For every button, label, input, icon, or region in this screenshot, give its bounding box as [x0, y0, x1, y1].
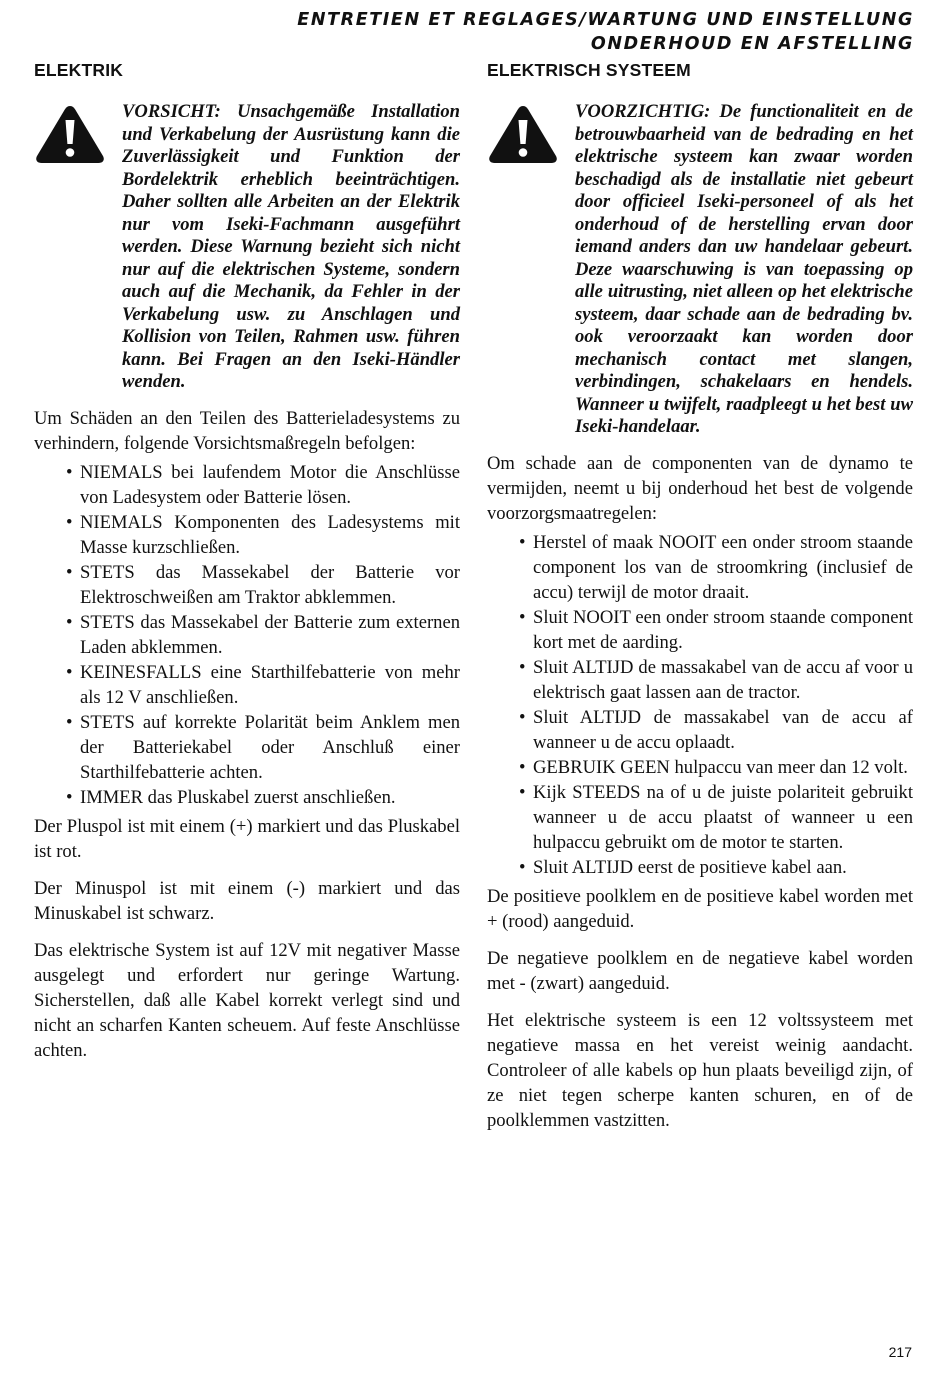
- list-item: • Sluit ALTIJD de massakabel van de accu af wanneer u de accu oplaadt.: [519, 705, 913, 755]
- header-line-1: ENTRETIEN ET REGLAGES/WARTUNG UND EINSTELLUNG: [297, 10, 914, 30]
- list-item: • Kijk STEEDS na of u de juiste polariteit gebruikt wanneer u de accu plaatst of wanneer u een hulpaccu gebruikt om de motor te starten.: [519, 780, 913, 855]
- precaution-list: [34, 460, 460, 810]
- caution-block: [34, 101, 460, 394]
- positive-pole-paragraph: Der Pluspol ist mit einem (+) markiert und das Pluskabel ist rot.: [34, 815, 460, 862]
- list-item: • STETS das Massekabel der Batterie vor Elektroschweißen am Traktor abklemmen.: [66, 560, 460, 610]
- caution-text: VORSICHT: Unsachgemäße Installation und Verkabelung der Ausrüstung kann die Zuverlässigkeit und Funktion der Bordelektrik erheblich beeinträchtigen. Daher sollten alle Arbeiten an der Elektrik nur vom Iseki-Fachmann ausgeführt werden. Diese Warnung bezieht sich nicht nur auf die elektrischen Systeme, sondern auch auf die Mechanik, da Fehler in der Verkabelung usw. zu Anschlagen und Kollision von Teilen, Rahmen usw. führen kann. Bei Fragen an den Iseki-Händler wenden.: [122, 101, 460, 392]
- caution-text: VOORZICHTIG: De functionaliteit en de betrouwbaarheid van de bedrading en het elektrische systeem kan zwaar worden beschadigd als de installatie niet gebeurt door officieel Iseki-personeel of als het onderhoud of de herstelling ervan door iemand anders dan uw handelaar gebeurt. Deze waarschuwing is van toepassing op alle uitrusting, niet alleen op het elektrische systeem, daar schade aan de bedrading bv. ook veroorzaakt kan worden door mechanisch contact met slangen, verbindingen, schakelaars en hendels. Wanneer u twijfelt, raadpleegt u het best uw Iseki-handelaar.: [575, 101, 913, 437]
- warning-triangle-icon: [34, 101, 122, 170]
- negative-pole-paragraph: Der Minuspol ist mit einem (-) markiert und das Minuskabel ist schwarz.: [34, 877, 460, 924]
- page-number: 217: [888, 1344, 912, 1360]
- caution-block: [487, 101, 913, 439]
- list-item: • KEINESFALLS eine Starthilfebatterie von mehr als 12 V anschließen.: [66, 660, 460, 710]
- list-item: • NIEMALS bei laufendem Motor die Anschlüsse von Ladesystem oder Batterie lösen.: [66, 460, 460, 510]
- section-title-elektrik: ELEKTRIK: [34, 60, 124, 80]
- intro-paragraph: Om schade aan de componenten van de dynamo te vermijden, neemt u bij onderhoud het best de volgende voorzorgsmaatregelen:: [487, 452, 913, 524]
- list-item: • Sluit NOOIT een onder stroom staande component kort met de aarding.: [519, 605, 913, 655]
- negative-pole-paragraph: De negatieve poolklem en de negatieve kabel worden met - (zwart) aangeduid.: [487, 947, 913, 994]
- system-paragraph: Das elektrische System ist auf 12V mit negativer Masse ausgelegt und erfordert nur geringe Wartung. Sicherstellen, daß alle Kabel korrekt verlegt sind und nicht an scharfen Kanten scheuem. Auf feste Anschlüsse achten.: [34, 939, 460, 1061]
- dutch-column: [487, 60, 913, 1133]
- list-item: • STETS auf korrekte Polarität beim Anklem men der Batteriekabel oder Anschluß einer Starthilfebatterie achten.: [66, 710, 460, 785]
- header-line-2: ONDERHOUD EN AFSTELLING: [590, 34, 914, 54]
- warning-triangle-icon: [487, 101, 575, 170]
- german-column: [34, 60, 460, 1063]
- intro-paragraph: Um Schäden an den Teilen des Batterieladesystems zu verhindern, folgende Vorsichtsmaßregeln befolgen:: [34, 407, 460, 454]
- page-header: [297, 8, 914, 56]
- positive-pole-paragraph: De positieve poolklem en de positieve kabel worden met + (rood) aangeduid.: [487, 885, 913, 932]
- list-item: • Herstel of maak NOOIT een onder stroom staande component los van de stroomkring (inclusief de accu) terwijl de motor draait.: [519, 530, 913, 605]
- precaution-list: [487, 530, 913, 880]
- system-paragraph: Het elektrische systeem is een 12 voltssysteem met negatieve massa en het vereist weinig aandacht. Controleer of alle kabels op hun plaats beveiligd zijn, of ze niet tegen scherpe kanten schuren, en of de poolklemmen vastzitten.: [487, 1009, 913, 1131]
- list-item: • GEBRUIK GEEN hulpaccu van meer dan 12 volt.: [519, 755, 913, 780]
- list-item: • STETS das Massekabel der Batterie zum externen Laden abklemmen.: [66, 610, 460, 660]
- list-item: • Sluit ALTIJD eerst de positieve kabel aan.: [519, 855, 913, 880]
- list-item: • IMMER das Pluskabel zuerst anschließen.: [66, 785, 460, 810]
- list-item: • Sluit ALTIJD de massakabel van de accu af voor u elektrisch gaat lassen aan de tractor.: [519, 655, 913, 705]
- list-item: • NIEMALS Komponenten des Ladesystems mit Masse kurzschließen.: [66, 510, 460, 560]
- section-title-elektrisch-systeem: ELEKTRISCH SYSTEEM: [487, 60, 691, 80]
